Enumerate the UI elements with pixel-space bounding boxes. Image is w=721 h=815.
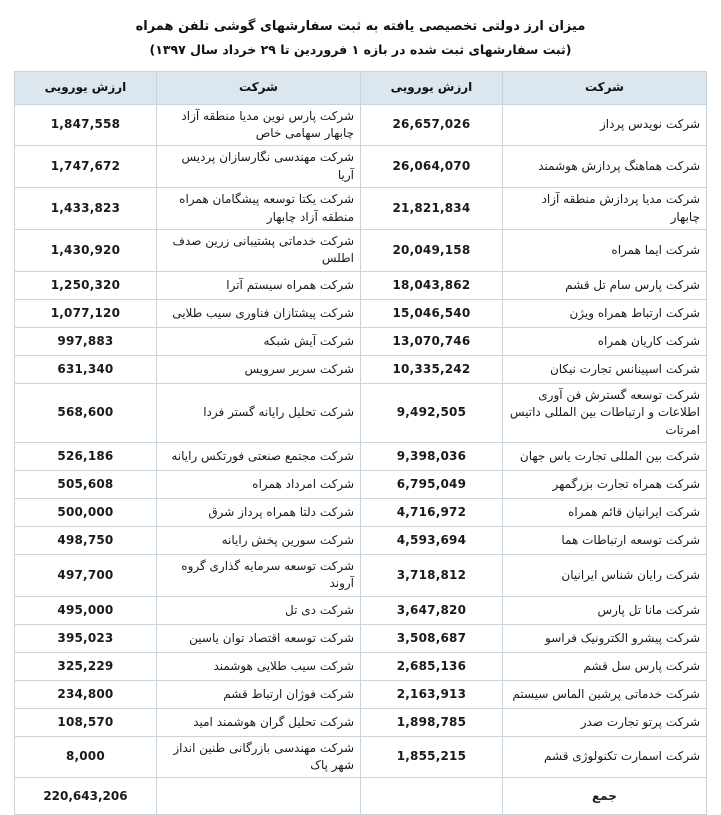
cell-company-right: شرکت توسعه گسترش فن آوری اطلاعات و ارتباطات بین المللی داتیس امرتات: [502, 383, 706, 442]
table-row: [15, 271, 707, 299]
table-row: [15, 146, 707, 188]
total-blank-cell-1: [361, 778, 503, 815]
cell-value-left: 505,608: [15, 470, 157, 498]
cell-value-right: 3,647,820: [361, 596, 503, 624]
table-row: [15, 526, 707, 554]
cell-company-right: شرکت بین المللی تجارت یاس جهان: [502, 442, 706, 470]
cell-value-right: 3,508,687: [361, 624, 503, 652]
cell-company-left: شرکت سریر سرویس: [156, 355, 360, 383]
cell-value-left: 631,340: [15, 355, 157, 383]
cell-value-left: 1,430,920: [15, 229, 157, 271]
table-row: [15, 736, 707, 778]
page-subtitle: (ثبت سفارشهای ثبت شده در بازه ۱ فروردین تا ۲۹ خرداد سال ۱۳۹۷): [149, 41, 572, 57]
cell-value-right: 18,043,862: [361, 271, 503, 299]
cell-company-right: شرکت اسمارت تکنولوژی قشم: [502, 736, 706, 778]
table-row: [15, 229, 707, 271]
cell-value-left: 997,883: [15, 327, 157, 355]
cell-company-left: شرکت پیشتازان فناوری سیب طلایی: [156, 299, 360, 327]
cell-value-right: 9,492,505: [361, 383, 503, 442]
cell-company-left: شرکت توسعه سرمایه گذاری گروه آروند: [156, 554, 360, 596]
cell-company-left: شرکت دلتا همراه پرداز شرق: [156, 498, 360, 526]
cell-company-right: شرکت پیشرو الکترونیک فراسو: [502, 624, 706, 652]
cell-company-left: شرکت فوژان ارتباط قشم: [156, 680, 360, 708]
cell-company-left: شرکت تحلیل گران هوشمند امید: [156, 708, 360, 736]
cell-value-left: 1,077,120: [15, 299, 157, 327]
cell-company-left: شرکت پارس نوین مدیا منطقه آزاد چابهار سهامی خاص: [156, 104, 360, 146]
cell-company-right: شرکت هماهنگ پردازش هوشمند: [502, 146, 706, 188]
cell-company-right: شرکت پارس سل قشم: [502, 652, 706, 680]
cell-company-left: شرکت خدماتی پشتیبانی زرین صدف اطلس: [156, 229, 360, 271]
cell-value-right: 3,718,812: [361, 554, 503, 596]
header-value-left: ارزش یورویی: [15, 71, 157, 104]
cell-value-left: 498,750: [15, 526, 157, 554]
cell-value-right: 13,070,746: [361, 327, 503, 355]
total-value: 220,643,206: [15, 778, 157, 815]
cell-company-right: شرکت اسپینانس تجارت نیکان: [502, 355, 706, 383]
cell-value-left: 568,600: [15, 383, 157, 442]
cell-value-right: 10,335,242: [361, 355, 503, 383]
cell-value-right: 26,657,026: [361, 104, 503, 146]
cell-company-right: شرکت کاریان همراه: [502, 327, 706, 355]
cell-company-right: شرکت ایما همراه: [502, 229, 706, 271]
total-blank-cell-2: [156, 778, 360, 815]
cell-value-right: 26,064,070: [361, 146, 503, 188]
header-company-left: شرکت: [156, 71, 360, 104]
cell-company-left: شرکت مهندسی نگارسازان پردیس آریا: [156, 146, 360, 188]
cell-value-left: 526,186: [15, 442, 157, 470]
table-header: [15, 71, 707, 104]
cell-value-left: 234,800: [15, 680, 157, 708]
cell-value-left: 8,000: [15, 736, 157, 778]
cell-company-right: شرکت ارتباط همراه ویژن: [502, 299, 706, 327]
document-title-block: [14, 10, 707, 71]
table-footer: [15, 778, 707, 815]
table-row: [15, 104, 707, 146]
table-row: [15, 327, 707, 355]
cell-value-left: 497,700: [15, 554, 157, 596]
cell-company-left: شرکت امرداد همراه: [156, 470, 360, 498]
cell-company-left: شرکت دی تل: [156, 596, 360, 624]
cell-value-left: 1,747,672: [15, 146, 157, 188]
cell-value-right: 1,855,215: [361, 736, 503, 778]
cell-value-left: 1,433,823: [15, 188, 157, 230]
cell-company-left: شرکت آیش شبکه: [156, 327, 360, 355]
cell-company-right: شرکت پارس سام تل قشم: [502, 271, 706, 299]
cell-value-left: 1,250,320: [15, 271, 157, 299]
table-body: [15, 104, 707, 778]
cell-value-right: 15,046,540: [361, 299, 503, 327]
table-row: [15, 188, 707, 230]
cell-value-right: 4,716,972: [361, 498, 503, 526]
cell-company-left: شرکت یکتا توسعه پیشگامان همراه منطقه آزاد چابهار: [156, 188, 360, 230]
cell-company-right: شرکت پرتو تجارت صدر: [502, 708, 706, 736]
total-row: [15, 778, 707, 815]
cell-value-right: 2,685,136: [361, 652, 503, 680]
table-row: [15, 680, 707, 708]
total-label: جمع: [502, 778, 706, 815]
cell-company-right: شرکت ایرانیان قائم همراه: [502, 498, 706, 526]
cell-company-left: شرکت سیب طلایی هوشمند: [156, 652, 360, 680]
table-row: [15, 498, 707, 526]
cell-company-right: شرکت نویدس پرداز: [502, 104, 706, 146]
cell-company-right: شرکت رایان شناس ایرانیان: [502, 554, 706, 596]
header-company-right: شرکت: [502, 71, 706, 104]
cell-value-right: 2,163,913: [361, 680, 503, 708]
cell-company-right: شرکت همراه تجارت بزرگمهر: [502, 470, 706, 498]
cell-company-right: شرکت خدماتی پرشین الماس سیستم: [502, 680, 706, 708]
table-row: [15, 355, 707, 383]
cell-value-right: 4,593,694: [361, 526, 503, 554]
page-title: میزان ارز دولتی تخصیصی یافته به ثبت سفارشهای گوشی تلفن همراه: [135, 19, 586, 34]
cell-company-left: شرکت همراه سیستم آترا: [156, 271, 360, 299]
cell-value-right: 21,821,834: [361, 188, 503, 230]
cell-company-left: شرکت توسعه اقتصاد توان یاسین: [156, 624, 360, 652]
cell-company-right: شرکت مانا تل پارس: [502, 596, 706, 624]
table-row: [15, 652, 707, 680]
header-row: [15, 71, 707, 104]
allocation-table: [14, 71, 707, 815]
table-row: [15, 596, 707, 624]
cell-value-right: 6,795,049: [361, 470, 503, 498]
cell-value-left: 325,229: [15, 652, 157, 680]
cell-company-left: شرکت مهندسی بازرگانی طنین انداز شهر پاک: [156, 736, 360, 778]
cell-value-right: 9,398,036: [361, 442, 503, 470]
table-row: [15, 383, 707, 442]
table-row: [15, 470, 707, 498]
cell-value-right: 20,049,158: [361, 229, 503, 271]
header-value-right: ارزش یورویی: [361, 71, 503, 104]
cell-company-left: شرکت تحلیل رایانه گستر فردا: [156, 383, 360, 442]
table-row: [15, 624, 707, 652]
cell-value-left: 500,000: [15, 498, 157, 526]
table-row: [15, 554, 707, 596]
cell-company-left: شرکت سورین پخش رایانه: [156, 526, 360, 554]
cell-company-left: شرکت مجتمع صنعتی فورتکس رایانه: [156, 442, 360, 470]
cell-value-left: 395,023: [15, 624, 157, 652]
table-row: [15, 299, 707, 327]
cell-company-right: شرکت توسعه ارتباطات هما: [502, 526, 706, 554]
table-row: [15, 708, 707, 736]
cell-value-right: 1,898,785: [361, 708, 503, 736]
cell-value-left: 1,847,558: [15, 104, 157, 146]
cell-value-left: 108,570: [15, 708, 157, 736]
cell-value-left: 495,000: [15, 596, 157, 624]
cell-company-right: شرکت مدیا پردازش منطقه آزاد چابهار: [502, 188, 706, 230]
table-row: [15, 442, 707, 470]
